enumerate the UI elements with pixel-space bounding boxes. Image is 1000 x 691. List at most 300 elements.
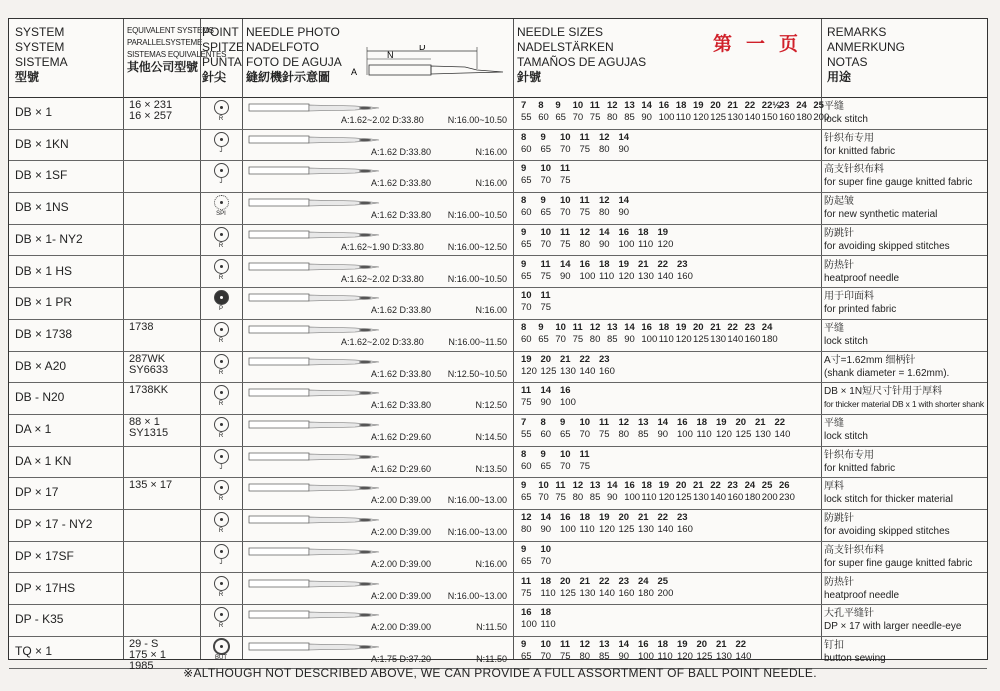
system-code: DB × 1KN xyxy=(15,136,69,151)
remark-english: for printed fabric xyxy=(824,304,897,316)
size-value: 16 xyxy=(624,480,635,492)
header-system-line: SISTEMA xyxy=(15,55,68,69)
size-value: 24 xyxy=(744,480,756,492)
size-row-nm xyxy=(521,449,821,461)
size-value: 180 xyxy=(744,492,761,504)
size-value: 65 xyxy=(560,429,571,440)
size-value: 20 xyxy=(693,321,704,333)
size-value: 19 xyxy=(675,321,687,333)
size-value: 22 xyxy=(744,100,756,111)
size-value: 75 xyxy=(579,207,591,219)
system-code: TQ × 1 xyxy=(15,643,53,658)
size-value: 20 xyxy=(540,353,552,365)
header-remarks-line: REMARKS xyxy=(827,25,887,39)
size-value: 18 xyxy=(641,480,652,492)
size-value: 65 xyxy=(540,207,552,219)
size-value: 110 xyxy=(579,524,595,536)
needle-sizes xyxy=(521,354,821,378)
size-value: 23 xyxy=(677,258,688,270)
size-value: 90 xyxy=(624,333,635,345)
size-value: 90 xyxy=(618,207,630,219)
needle-photo-cell xyxy=(245,382,511,413)
needle-icon xyxy=(245,642,511,652)
size-value: 21 xyxy=(716,638,727,650)
size-value: 21 xyxy=(755,417,766,428)
size-value: 8 xyxy=(521,195,527,207)
point-code: BUT xyxy=(215,654,227,661)
size-value: 140 xyxy=(657,524,674,536)
size-value: 10 xyxy=(540,638,552,650)
size-value: 21 xyxy=(560,353,571,365)
size-value: 120 xyxy=(658,492,675,504)
remarks-cell xyxy=(824,132,986,158)
needle-photo-cell xyxy=(245,541,511,572)
remark-chinese: 高支针织布料 xyxy=(824,164,884,176)
size-row-nm xyxy=(521,290,821,302)
point-cell xyxy=(203,99,241,127)
point-cell xyxy=(203,543,241,571)
shank-and-length: A:1.62 D:33.80 xyxy=(371,305,432,316)
blade-length: N:16.00~10.50 xyxy=(447,210,507,221)
size-value: 140 xyxy=(599,587,615,599)
size-value: 18 xyxy=(696,417,708,428)
system-code: DB × 1 HS xyxy=(15,263,73,278)
point-code: P xyxy=(218,306,223,313)
size-value: 21 xyxy=(579,575,591,587)
size-value: 19 xyxy=(716,417,727,428)
size-value: 24 xyxy=(796,100,807,111)
size-value: 70 xyxy=(579,429,591,440)
blade-length: N:12.50 xyxy=(475,400,507,411)
size-value: 160 xyxy=(677,524,693,536)
size-row-nm xyxy=(521,132,821,144)
remark-chinese: 防热针 xyxy=(824,259,854,271)
header-point-line: SPITZE xyxy=(202,40,245,54)
needle-icon xyxy=(245,579,511,589)
blade-length: N:16.00~12.50 xyxy=(447,241,507,252)
size-value: 19 xyxy=(657,226,669,238)
size-value: 9 xyxy=(521,543,527,555)
size-value: 130 xyxy=(693,492,709,504)
size-value: 18 xyxy=(658,321,670,333)
needle-icon xyxy=(245,483,511,493)
size-value: 9 xyxy=(538,321,544,333)
size-value: 125 xyxy=(560,587,576,599)
remark-chinese: 防起皱 xyxy=(824,196,854,208)
size-value: 110 xyxy=(599,270,615,282)
size-value: 10 xyxy=(560,448,571,460)
remarks-cell xyxy=(824,290,986,316)
size-value: 200 xyxy=(761,492,778,504)
size-value: 19 xyxy=(599,512,610,524)
size-value: 120 xyxy=(693,112,709,123)
size-value: 19 xyxy=(618,258,630,270)
shank-and-length: A:1.62 D:33.80 xyxy=(371,146,432,157)
blade-length: N:16.00 xyxy=(475,146,507,157)
size-value: 14 xyxy=(607,480,618,492)
size-value: 16 xyxy=(658,100,670,111)
needle-photo-cell xyxy=(245,446,511,477)
size-value: 14 xyxy=(540,512,552,524)
equivalent-systems: 1738 xyxy=(129,320,154,333)
size-value: 65 xyxy=(540,143,552,155)
size-value: 70 xyxy=(560,207,571,219)
size-value: 60 xyxy=(521,143,532,155)
diagram-label-d: D xyxy=(419,45,426,52)
size-value: 11 xyxy=(572,321,583,333)
size-value: 140 xyxy=(735,650,752,662)
size-value: 85 xyxy=(638,429,649,440)
blade-length: N:16.00~13.00 xyxy=(447,495,507,506)
size-value: 75 xyxy=(589,112,601,123)
needle-sizes xyxy=(521,290,821,314)
table-row xyxy=(9,319,987,352)
needle-icon xyxy=(245,230,511,240)
size-value: 90 xyxy=(641,112,652,123)
remark-english: heatproof needle xyxy=(824,272,900,284)
size-value: 8 xyxy=(540,417,546,428)
size-value: 125 xyxy=(675,492,692,504)
size-row-metric xyxy=(521,461,821,473)
table-row xyxy=(9,256,987,289)
size-value: 80 xyxy=(599,143,610,155)
shank-and-length: A:1.62~2.02 D:33.80 xyxy=(341,273,424,284)
size-row-metric xyxy=(521,271,821,283)
size-value: 90 xyxy=(560,270,571,282)
size-value: 12 xyxy=(521,512,532,524)
system-code: DP × 17 xyxy=(15,485,59,500)
diagram-label-n: N xyxy=(387,50,394,60)
point-cell xyxy=(203,194,241,222)
point-shape-icon xyxy=(214,385,229,400)
needle-icon xyxy=(245,515,511,525)
shank-and-length: A:1.62 D:33.80 xyxy=(371,400,432,411)
size-value: 65 xyxy=(538,333,549,345)
size-value: 65 xyxy=(521,555,532,567)
size-value: 11 xyxy=(579,448,590,460)
remark-english: for new synthetic material xyxy=(824,209,938,221)
header-photo-line: NADELFOTO xyxy=(246,40,320,54)
remarks-cell xyxy=(824,195,986,221)
header-sizes-line: NADELSTÄRKEN xyxy=(517,40,614,54)
size-value: 22 xyxy=(710,480,721,492)
point-code: J xyxy=(219,179,223,186)
needle-icon xyxy=(245,262,511,272)
size-value: 200 xyxy=(657,587,674,599)
needle-icon xyxy=(245,547,511,557)
needle-sizes xyxy=(521,163,821,187)
size-value: 18 xyxy=(638,226,649,238)
size-value: 12 xyxy=(599,131,610,143)
point-shape-icon xyxy=(214,259,229,274)
equivalent-systems: 1738KK xyxy=(129,384,169,397)
size-value: 13 xyxy=(638,417,649,428)
size-value: 75 xyxy=(555,492,566,504)
size-value: 8 xyxy=(538,100,544,111)
size-value: 80 xyxy=(607,112,618,123)
size-value: 90 xyxy=(657,429,669,440)
blade-length: N:16.00 xyxy=(475,558,507,569)
size-value: 75 xyxy=(579,460,591,472)
remarks-cell xyxy=(824,259,986,285)
equivalent-systems: 29 - S 175 × 1 1985 xyxy=(129,637,167,672)
remark-english: lock stitch xyxy=(824,114,868,125)
size-value: 23 xyxy=(744,321,756,333)
needle-photo-cell xyxy=(245,256,511,287)
point-cell xyxy=(203,606,241,634)
remarks-cell xyxy=(824,576,986,602)
size-value: 65 xyxy=(555,112,566,123)
needle-photo-cell xyxy=(245,224,511,255)
size-value: 22 xyxy=(774,417,786,428)
point-shape-icon xyxy=(214,544,229,559)
remark-chinese: 平缝 xyxy=(824,322,844,334)
point-code: J xyxy=(219,464,223,471)
point-code: SPI xyxy=(216,211,226,218)
size-value: 110 xyxy=(696,429,712,440)
remark-english: for knitted fabric xyxy=(824,145,896,157)
needle-icon xyxy=(245,420,511,430)
size-value: 11 xyxy=(540,258,551,270)
size-value: 10 xyxy=(579,417,591,428)
point-cell xyxy=(203,479,241,507)
remark-chinese: 平缝 xyxy=(824,101,844,112)
remark-english: for thicker material DB x 1 with shorter shank xyxy=(824,399,984,410)
size-value: 13 xyxy=(599,638,610,650)
size-value: 11 xyxy=(540,290,551,302)
size-value: 11 xyxy=(521,385,532,397)
size-value: 110 xyxy=(657,650,673,662)
equivalent-systems: 287WK SY6633 xyxy=(129,352,169,376)
blade-length: N:16.00~10.50 xyxy=(447,273,507,284)
size-value: 10 xyxy=(555,321,566,333)
table-row xyxy=(9,382,987,415)
size-value: 70 xyxy=(538,492,549,504)
size-value: 13 xyxy=(589,480,601,492)
size-value: 140 xyxy=(744,112,761,123)
size-row-metric xyxy=(521,144,821,156)
size-value: 160 xyxy=(599,365,615,377)
needle-icon xyxy=(245,293,511,303)
size-value: 11 xyxy=(560,163,571,175)
point-cell xyxy=(203,384,241,412)
system-code: DB × 1738 xyxy=(15,326,73,341)
size-value: 22 xyxy=(735,638,747,650)
shank-and-length: A:1.62 D:33.80 xyxy=(371,210,432,221)
size-value: 90 xyxy=(618,650,630,662)
size-row-metric xyxy=(521,207,821,219)
size-value: 20 xyxy=(675,480,687,492)
shank-and-length: A:2.00 D:39.00 xyxy=(371,590,432,601)
size-value: 120 xyxy=(716,429,732,440)
needle-sizes xyxy=(521,639,821,663)
size-row-nm xyxy=(521,163,821,175)
size-value: 85 xyxy=(589,492,601,504)
size-value: 10 xyxy=(540,543,552,555)
size-row-nm xyxy=(521,227,821,239)
remarks-cell xyxy=(824,322,986,348)
size-value: 120 xyxy=(675,333,692,345)
point-shape-icon xyxy=(214,322,229,337)
needle-photo-cell xyxy=(245,287,511,318)
remark-english: for avoiding skipped stitches xyxy=(824,240,950,252)
table-header xyxy=(9,19,987,98)
size-row-nm xyxy=(521,417,821,429)
size-value: 16 xyxy=(618,226,630,238)
size-value: 60 xyxy=(521,460,532,472)
size-value: 80 xyxy=(579,238,591,250)
header-point-line: POINT xyxy=(202,25,239,39)
point-code: R xyxy=(218,337,224,344)
shank-and-length: A:1.62 D:33.80 xyxy=(371,178,432,189)
size-value: 130 xyxy=(638,270,654,282)
size-value: 23 xyxy=(677,512,688,524)
needle-chart-sheet xyxy=(8,18,988,672)
size-row-nm xyxy=(521,576,821,588)
size-value: 7 xyxy=(521,417,527,428)
point-cell xyxy=(203,321,241,349)
shank-and-length: A:1.62~2.02 D:33.80 xyxy=(341,115,424,125)
blade-length: N:16.00~13.00 xyxy=(447,590,507,601)
remark-chinese: 防跳针 xyxy=(824,227,854,239)
blade-length: N:12.50~10.50 xyxy=(447,368,507,379)
point-shape-icon xyxy=(214,132,229,147)
size-value: 21 xyxy=(710,321,721,333)
size-value: 90 xyxy=(540,524,552,536)
size-value: 100 xyxy=(521,619,537,631)
equivalent-systems: 88 × 1 SY1315 xyxy=(129,416,169,439)
needle-icon xyxy=(245,103,511,113)
size-value: 9 xyxy=(521,480,527,492)
size-value: 90 xyxy=(540,397,552,409)
size-value: 26 xyxy=(779,480,790,492)
size-value: 8 xyxy=(521,448,527,460)
size-value: 160 xyxy=(779,112,795,123)
point-cell xyxy=(203,131,241,159)
needle-icon xyxy=(245,135,511,145)
size-row-nm xyxy=(521,100,824,112)
shank-and-length: A:2.00 D:39.00 xyxy=(371,527,432,538)
size-value: 9 xyxy=(521,226,527,238)
size-row-metric xyxy=(521,302,821,314)
size-value: 9 xyxy=(540,131,546,143)
shank-and-length: A:2.00 D:39.00 xyxy=(371,622,432,633)
needle-photo-cell xyxy=(245,509,511,540)
header-sizes xyxy=(517,25,646,85)
size-value: 130 xyxy=(560,365,576,377)
size-value: 19 xyxy=(521,353,532,365)
size-value: 22 xyxy=(727,321,738,333)
size-value: 19 xyxy=(693,100,704,111)
size-value: 75 xyxy=(579,143,591,155)
size-value: 12 xyxy=(579,638,591,650)
size-row-metric xyxy=(521,366,821,378)
blade-length: N:16.00~11.50 xyxy=(448,336,507,347)
needle-sizes xyxy=(521,607,821,631)
point-shape-icon xyxy=(214,163,229,178)
remark-chinese: A寸=1.62mm 细柄针 xyxy=(824,354,916,366)
header-photo-line: 縫紉機針示意圖 xyxy=(246,70,331,84)
system-code: DA × 1 xyxy=(15,422,52,436)
shank-and-length: A:1.62~1.90 D:33.80 xyxy=(341,241,424,252)
remark-english: for avoiding skipped stitches xyxy=(824,526,950,538)
header-remarks-line: 用途 xyxy=(827,70,852,84)
size-value: 22½ xyxy=(761,100,781,111)
size-value: 130 xyxy=(638,524,654,536)
point-shape-icon xyxy=(214,449,229,464)
remarks-cell xyxy=(824,544,986,570)
size-row-nm xyxy=(521,607,821,619)
size-value: 100 xyxy=(638,650,654,662)
point-code: R xyxy=(218,274,224,281)
size-value: 25 xyxy=(813,100,824,111)
size-value: 14 xyxy=(599,226,610,238)
remark-chinese: 钉扣 xyxy=(824,639,844,651)
header-photo-line: FOTO DE AGUJA xyxy=(246,55,342,69)
needle-photo-cell xyxy=(245,477,511,508)
size-value: 10 xyxy=(521,290,532,302)
size-value: 100 xyxy=(618,238,635,250)
size-row-metric xyxy=(521,397,821,409)
system-code: DP × 17 - NY2 xyxy=(15,517,93,532)
table-row xyxy=(9,192,987,225)
size-value: 100 xyxy=(641,333,658,345)
size-value: 140 xyxy=(710,492,727,504)
size-value: 23 xyxy=(727,480,738,492)
remark-chinese: 高支针织布料 xyxy=(824,544,884,556)
size-value: 130 xyxy=(755,429,771,440)
point-shape-icon xyxy=(214,290,229,305)
size-value: 75 xyxy=(521,397,532,409)
remarks-cell xyxy=(824,480,986,506)
size-value: 21 xyxy=(727,100,738,111)
size-value: 160 xyxy=(727,492,744,504)
header-sizes-line: NEEDLE SIZES xyxy=(517,25,604,39)
system-code: DP - K35 xyxy=(15,612,64,627)
shank-and-length: A:1.75 D:37.20 xyxy=(371,653,432,664)
header-point xyxy=(202,25,244,85)
size-value: 11 xyxy=(521,575,532,587)
system-code: DP × 17HS xyxy=(15,580,76,595)
size-value: 14 xyxy=(624,321,635,333)
needle-photo-cell xyxy=(245,97,511,128)
size-row-metric xyxy=(521,651,821,663)
size-value: 20 xyxy=(696,638,708,650)
size-value: 85 xyxy=(607,333,618,345)
size-value: 80 xyxy=(521,524,532,536)
size-value: 12 xyxy=(579,226,591,238)
size-row-metric xyxy=(521,588,821,600)
size-row-metric xyxy=(521,524,821,536)
point-code: R xyxy=(218,401,224,408)
size-value: 22 xyxy=(657,258,669,270)
size-value: 16 xyxy=(560,385,571,397)
size-value: 18 xyxy=(579,512,591,524)
point-shape-icon xyxy=(214,512,229,527)
point-code: J xyxy=(219,559,223,566)
size-value: 90 xyxy=(607,492,618,504)
header-equivalent-line: PARALLELSYSTEME xyxy=(127,38,203,47)
size-value: 18 xyxy=(599,258,610,270)
needle-sizes xyxy=(521,100,830,124)
header-system-line: SYSTEM xyxy=(15,25,65,39)
size-value: 70 xyxy=(560,143,571,155)
size-value: 125 xyxy=(693,333,709,345)
needle-sizes xyxy=(521,449,821,473)
needle-photo-cell xyxy=(245,414,511,445)
needle-icon xyxy=(245,388,511,398)
header-system-line: 型號 xyxy=(15,70,40,84)
